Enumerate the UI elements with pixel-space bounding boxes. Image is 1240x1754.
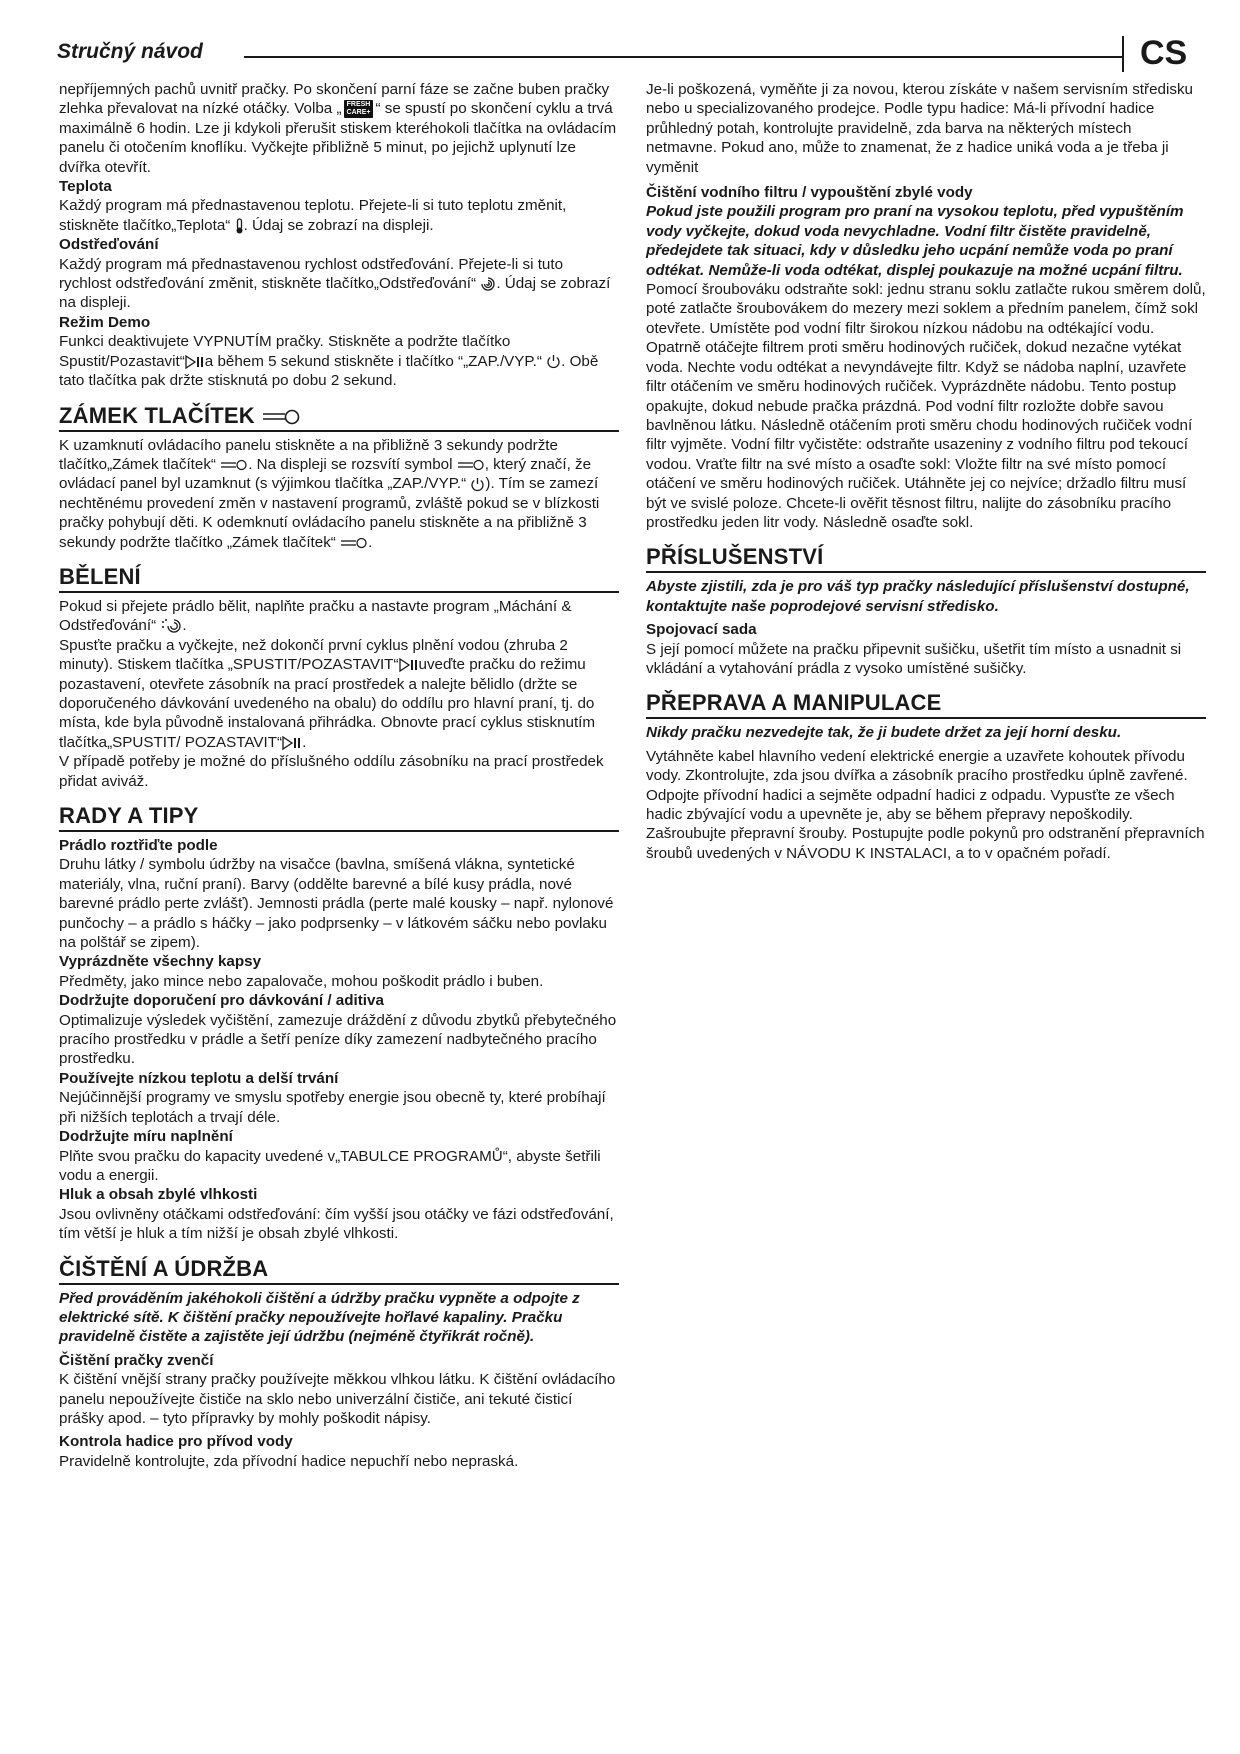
odstredovani-text: Každý program má přednastavenou rychlost odstřeďování. Přejete-li si tuto rychlost odstřeďování změnit, stiskněte tlačítko„Odstřeďování“ . Údaj se zobrazí na displeji. [59,255,611,312]
rady-item-text: Plňte svou pračku do kapacity uvedené v„TABULCE PROGRAMŮ“, abyste šetřili vodu a energii. [59,1147,601,1184]
language-code: CS [1140,34,1188,72]
right-column [646,80,1206,863]
play-pause-icon [185,355,205,369]
spin-icon [480,276,496,292]
play-pause-icon [282,736,302,750]
rady-item-text: Předměty, jako mince nebo zapalovače, mohou poškodit prádlo i buben. [59,972,544,990]
rady-heading: RADY A TIPY [59,803,619,832]
cisteni-outside-text: K čištění vnější strany pračky používejte měkkou vlhkou látku. K čištění ovládacího panelu nepoužívejte čističe na sklo nebo univerzální čističe, ani tekuté čisticí prášky apod. – tyto přípravky by mohly poškodit nápisy. [59,1371,616,1427]
cisteni-hose-title: Kontrola hadice pro přívod vody [59,1433,293,1451]
cisteni-warning: Před prováděním jakéhokoli čištění a údržby pračku vypněte a odpojte z elektrické sítě. K čištění pračky nepoužívejte hořlavé kapaliny. Pračku pravidelně čistěte a zajistěte její údržbu (nejméně čtyřikrát ročně). [59,1289,580,1346]
preprava-warning: Nikdy pračku nezvedejte tak, že ji budete držet za její horní desku. [646,724,1122,742]
header-rule [244,56,1124,58]
rady-item-text: Jsou ovlivněny otáčkami odstřeďování: čím vyšší jsou otáčky ve fázi odstřeďování, tím větší je hluk a tím nižší je obsah zbylé vlhkosti. [59,1205,614,1243]
filter-text: Pomocí šroubováku odstraňte sokl: jednu stranu soklu zatlačte rukou směrem dolů, poté zatlačte šroubovákem do mezery mezi soklem a předním panelem, čímž sokl otevřete. Umístěte pod vodní filtr širokou nízkou nádobu na odtékající vodu. Opatrně otáčejte filtrem proti směru hodinových ručiček, dokud nezačne vytékat voda. Nechte vodu odtékat a nevyndávejte filtr. Když se nádoba naplní, uzavřete filtr otáčením ve směru hodinových ručiček. Vyprázdněte nádobu. Tento postup opakujte, dokud nebude pračka prázdná. Pod vodní filtr rozložte dobře savou bavlněnou látku. Následně otáčením proti směru chodu hodinových ručiček vodní filtr vyjměte. Vodní filtr vyčistěte: odstraňte usazeniny z vodního filtru pod tekoucí vodou. Vraťte filtr na své místo a osaďte sokl: Vložte filtr na své místo pomocí otáčení ve směru hodinových ručiček. Utáhněte jej co nejvíce; držadlo filtru musí být ve svislé poloze. Chcete-li ověřit těsnost filtru, nalijte do zásobníku pracího prostředku jeden litr vody. Následně osaďte sokl. [646,281,1206,531]
preprava-heading: PŘEPRAVA A MANIPULACE [646,690,1206,719]
key-lock-icon [220,459,248,471]
rady-item-title: Vyprázdněte všechny kapsy [59,953,262,971]
beleni-heading: BĚLENÍ [59,564,619,593]
power-icon [470,477,485,492]
cisteni-hose-text: Pravidelně kontrolujte, zda přívodní hadice nepuchří nebo nepraská. [59,1452,519,1470]
power-icon [546,354,561,369]
teplota-text: Každý program má přednastavenou teplotu. Přejete-li si tuto teplotu změnit, stiskněte tlačítko„Teplota“ . Údaj se zobrazí na displeji. [59,197,567,234]
preprava-text: Vytáhněte kabel hlavního vedení elektrické energie a uzavřete kohoutek přívodu vody. Zkontrolujte, zda jsou dvířka a zásobník pracího prostředku úplně zavřené. Odpojte přívodní hadici a sejměte odpadní hadici z odpadu. Vypusťte ze všech hadic zbývající vodu a upevněte je, aby se během přepravy nepoškodily. Zašroubujte přepravní šrouby. Postupujte podle pokynů pro odstranění přepravních šroubů uvedených v NÁVODU K INSTALACI, a to v opačném pořadí. [646,747,1205,862]
page-title: Stručný návod [57,40,203,63]
hose-continued-text: Je-li poškozená, vyměňte ji za novou, kterou získáte v našem servisním středisku nebo u specializovaného prodejce. Podle typu hadice: Má-li přívodní hadice průhledný potah, kontrolujte pravidelně, zda barva na některých místech netmavne. Pokud ano, může to znamenat, že z hadice uniká voda a je třeba ji vyměnit [646,81,1193,176]
key-lock-icon [340,537,368,549]
cisteni-heading: ČIŠTĚNÍ A ÚDRŽBA [59,1256,619,1285]
rady-item-text: Druhu látky / symbolu údržby na visačce (bavlna, smíšená vlákna, syntetické materiály, vlna, ruční praní). Barvy (oddělte barevné a bílé kusy prádla, nové barevné prádlo perte zvlášť). Jemnosti prádla (perte malé kousky – např. nylonové punčochy – a prádlo s háčky – jako podprsenky – v látkovém sáčku nebo povlaku na polštář se zipem). [59,856,614,952]
cisteni-outside-title: Čištění pračky zvenčí [59,1351,214,1369]
zamek-heading: ZÁMEK TLAČÍTEK [59,403,619,432]
intro-paragraph: nepříjemných pachů uvnitř pračky. Po skončení parní fáze se začne buben pračky zlehka převalovat na nízké otáčky. Volba „ FRESH CARE+ “ se spustí po skončení cyklu a trvá maximálně 6 hodin. Lze ji kdykoli přerušit stiskem kteréhokoli tlačítka na ovládacím panelu či otočením knoflíku. Vyčkejte přibližně 5 minut, po jejichž uplynutí lze dvířka otevřít. [59,81,617,176]
rady-item-text: Nejúčinnější programy ve smyslu spotřeby energie jsou obecně ty, které probíhají při nižších teplotách a trvají déle. [59,1089,606,1126]
beleni-text-2: Spusťte pračku a vyčkejte, než dokončí první cyklus plnění vodou (zhruba 2 minuty). Stiskem tlačítka „SPUSTIT/POZASTAVIT“ uveďte pračku do režimu pozastavení, otevřete zásobník na prací prostředek a nalejte bělidlo (držte se doporučeného dávkování uvedeného na obalu) do oddílu pro hlavní praní, tj. do místa, kde byla původně instalovaná přihrádka. Obnovte prací cyklus stisknutím tlačítka„SPUSTIT/ POZASTAVIT“ . [59,636,596,751]
key-lock-icon [261,409,301,425]
fresh-care-icon: FRESH CARE+ [344,100,374,118]
rinse-spin-icon [160,618,182,634]
prislusenstvi-warning: Abyste zjistili, zda je pro váš typ pračky následující příslušenství dostupné, kontaktujte naše poprodejové servisní středisko. [646,578,1190,615]
rady-item-title: Hluk a obsah zbylé vlhkosti [59,1186,258,1204]
odstredovani-title: Odstřeďování [59,236,159,254]
key-lock-icon [457,459,485,471]
rady-item-title: Prádlo roztřiďte podle [59,837,218,854]
rady-item-title: Používejte nízkou teplotu a delší trvání [59,1069,339,1087]
spojovaci-sada-title: Spojovací sada [646,621,757,639]
demo-title: Režim Demo [59,313,151,331]
rady-list [59,836,619,1244]
play-pause-icon [399,658,419,672]
header-tick [1122,36,1124,72]
rady-item-title: Dodržujte doporučení pro dávkování / aditiva [59,992,384,1010]
spojovaci-sada-text: S její pomocí můžete na pračku připevnit sušičku, ušetřit tím místo a usnadnit si vkládání a vytahování prádla z vysoko umístěné sušičky. [646,640,1182,677]
beleni-text-3: V případě potřeby je možné do příslušného oddílu zásobníku na prací prostředek přidat aviváž. [59,753,604,790]
teplota-title: Teplota [59,178,112,196]
prislusenstvi-heading: PŘÍSLUŠENSTVÍ [646,544,1206,573]
filter-title: Čištění vodního filtru / vypouštění zbylé vody [646,184,973,202]
filter-warning: Pokud jste použili program pro praní na vysokou teplotu, před vypuštěním vody vyčkejte, dokud voda nevychladne. Vodní filtr čistěte pravidelně, předejdete tak situaci, kdy v důsledku jeho ucpání nemůže voda po praní odtékat. Nemůže-li voda odtékat, displej poukazuje na možné ucpání filtru. [646,203,1184,279]
rady-item-text: Optimalizuje výsledek vyčištění, zamezuje dráždění z důvodu zbytků přebytečného pracího prostředku v prádle a šetří peníze díky zamezení nadbytečného pracího prostředku. [59,1011,617,1068]
demo-text: Funkci deaktivujete VYPNUTÍM pračky. Stiskněte a podržte tlačítko Spustit/Pozastavit“ a během 5 sekund stiskněte i tlačítko “„ZAP./VYP.“ . Obě tato tlačítka pak držte stisknutá po dobu 2 sekund. [59,333,599,390]
left-column [59,80,619,1471]
thermometer-icon [235,218,244,234]
rady-item-title: Dodržujte míru naplnění [59,1128,233,1146]
beleni-text-1: Pokud si přejete prádlo bělit, naplňte pračku a nastavte program „Máchání & Odstřeďování“ . [59,597,572,635]
zamek-text: K uzamknutí ovládacího panelu stiskněte a na přibližně 3 sekundy podržte tlačítko„Zámek tlačítek“ . Na displeji se rozsvítí symbol , který značí, že ovládací panel byl uzamknut (s výjimkou tlačítka „ZAP./VYP.“ ). Tím se zamezí nechtěnému provedení změn v nastavení programů, zvláště pokud se v blízkosti pračky pohybují děti. K odemknutí ovládacího panelu stiskněte a na přibližně 3 sekundy podržte tlačítko „Zámek tlačítek“ . [59,436,600,551]
